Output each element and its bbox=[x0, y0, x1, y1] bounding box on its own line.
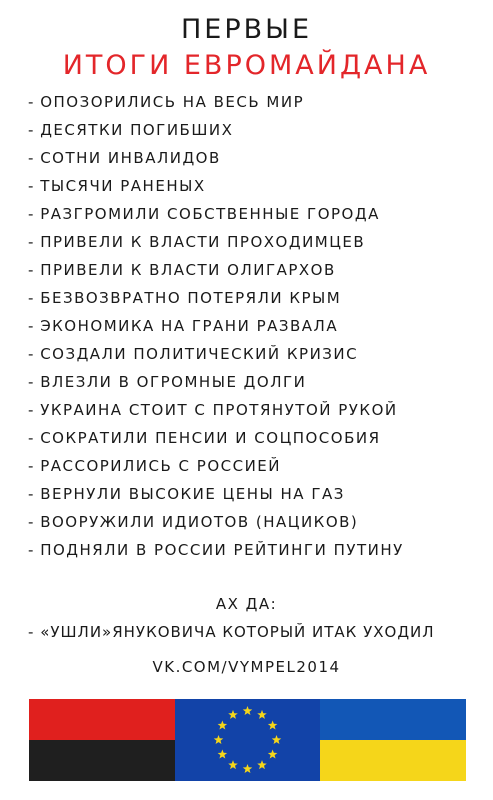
red-black-flag-icon bbox=[29, 699, 175, 781]
list-item: - ВООРУЖИЛИ ИДИОТОВ (НАЦИКОВ) bbox=[28, 508, 478, 536]
extra-item: - «УШЛИ»ЯНУКОВИЧА КОТОРЫЙ ИТАК УХОДИЛ bbox=[28, 620, 478, 644]
eu-star-icon bbox=[268, 750, 278, 759]
list-item: - ВЛЕЗЛИ В ОГРОМНЫЕ ДОЛГИ bbox=[28, 368, 478, 396]
list-item: - ТЫСЯЧИ РАНЕНЫХ bbox=[28, 172, 478, 200]
list-item: - ЭКОНОМИКА НА ГРАНИ РАЗВАЛА bbox=[28, 312, 478, 340]
eu-star-icon bbox=[214, 735, 224, 744]
list-item: - СОКРАТИЛИ ПЕНСИИ И СОЦПОСОБИЯ bbox=[28, 424, 478, 452]
eu-star-icon bbox=[257, 760, 267, 769]
list-item: - СОЗДАЛИ ПОЛИТИЧЕСКИЙ КРИЗИС bbox=[28, 340, 478, 368]
extra-title: АХ ДА: bbox=[215, 595, 278, 613]
eu-star-icon bbox=[218, 750, 228, 759]
eu-star-icon bbox=[228, 710, 238, 719]
list-item: - РАССОРИЛИСЬ С РОССИЕЙ bbox=[28, 452, 478, 480]
list-item: - ВЕРНУЛИ ВЫСОКИЕ ЦЕНЫ НА ГАЗ bbox=[28, 480, 478, 508]
title-line-2: ИТОГИ ЕВРОМАЙДАНА bbox=[62, 50, 431, 81]
ukraine-flag-icon bbox=[320, 699, 466, 781]
eu-star-icon bbox=[272, 735, 282, 744]
eu-star-icon bbox=[243, 706, 253, 715]
list-item: - ПРИВЕЛИ К ВЛАСТИ ПРОХОДИМЦЕВ bbox=[28, 228, 478, 256]
eu-flag-icon bbox=[175, 699, 320, 781]
list-item: - ДЕСЯТКИ ПОГИБШИХ bbox=[28, 116, 478, 144]
list-item: - ОПОЗОРИЛИСЬ НА ВЕСЬ МИР bbox=[28, 88, 478, 116]
list-item: - УКРАИНА СТОИТ С ПРОТЯНУТОЙ РУКОЙ bbox=[28, 396, 478, 424]
title-line-1: ПЕРВЫЕ bbox=[180, 14, 313, 45]
eu-star-icon bbox=[268, 721, 278, 730]
eu-star-icon bbox=[243, 764, 253, 773]
eu-star-icon bbox=[257, 710, 267, 719]
list-item: - БЕЗВОЗВРАТНО ПОТЕРЯЛИ КРЫМ bbox=[28, 284, 478, 312]
vk-link[interactable]: VK.COM/VYMPEL2014 bbox=[152, 658, 341, 676]
list-item: - ПРИВЕЛИ К ВЛАСТИ ОЛИГАРХОВ bbox=[28, 256, 478, 284]
results-list bbox=[28, 88, 478, 564]
list-item: - ПОДНЯЛИ В РОССИИ РЕЙТИНГИ ПУТИНУ bbox=[28, 536, 478, 564]
eu-stars-ring bbox=[175, 699, 320, 781]
eu-star-icon bbox=[228, 760, 238, 769]
eu-star-icon bbox=[218, 721, 228, 730]
list-item: - СОТНИ ИНВАЛИДОВ bbox=[28, 144, 478, 172]
list-item: - РАЗГРОМИЛИ СОБСТВЕННЫЕ ГОРОДА bbox=[28, 200, 478, 228]
flags-strip bbox=[29, 699, 466, 781]
